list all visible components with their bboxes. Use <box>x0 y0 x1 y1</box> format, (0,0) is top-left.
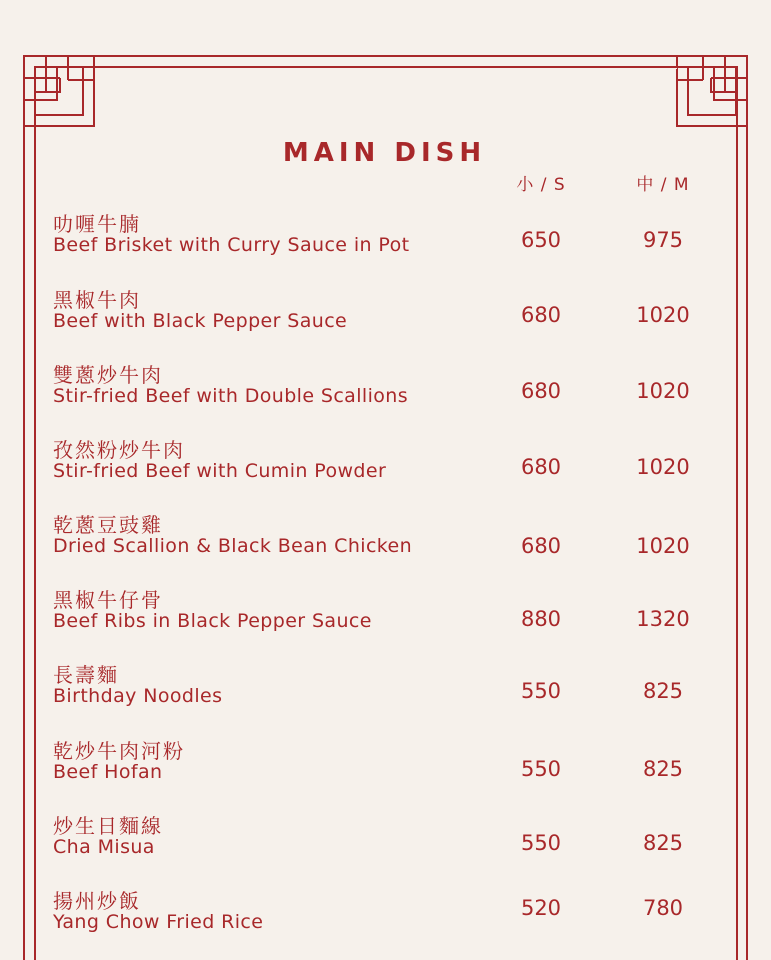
dish-name-chinese: 炒生日麵線 <box>53 814 163 838</box>
price-small: 680 <box>520 455 562 479</box>
menu-item <box>53 208 733 268</box>
dish-name-chinese: 乾蔥豆豉雞 <box>53 513 163 537</box>
dish-name-chinese: 黑椒牛仔骨 <box>53 588 163 612</box>
menu-item <box>53 885 733 945</box>
menu-item <box>53 584 733 644</box>
lattice-corner-top-left <box>24 56 94 126</box>
dish-name-chinese: 雙蔥炒牛肉 <box>53 363 163 387</box>
menu-item <box>53 735 733 795</box>
price-medium: 975 <box>642 228 684 252</box>
dish-name-chinese: 黑椒牛肉 <box>53 288 141 312</box>
price-medium: 1320 <box>636 607 690 631</box>
price-medium: 780 <box>642 896 684 920</box>
price-small: 650 <box>520 228 562 252</box>
column-header-small: 小 / S <box>516 175 566 195</box>
price-medium: 825 <box>642 831 684 855</box>
dish-name-chinese: 長壽麵 <box>53 663 119 687</box>
menu-item <box>53 284 733 344</box>
dish-name-english: Yang Chow Fried Rice <box>53 911 264 933</box>
menu-item <box>53 659 733 719</box>
lattice-corner-top-right <box>677 56 747 126</box>
price-small: 680 <box>520 303 562 327</box>
menu-item <box>53 509 733 569</box>
column-header-medium: 中 / M <box>636 175 690 195</box>
price-medium: 1020 <box>636 379 690 403</box>
dish-name-english: Cha Misua <box>53 836 155 858</box>
price-small: 550 <box>520 679 562 703</box>
menu-item <box>53 359 733 419</box>
dish-name-english: Beef Brisket with Curry Sauce in Pot <box>53 234 410 256</box>
dish-name-chinese: 孜然粉炒牛肉 <box>53 438 185 462</box>
price-small: 550 <box>520 757 562 781</box>
dish-name-english: Beef with Black Pepper Sauce <box>53 310 348 332</box>
menu-item <box>53 810 733 870</box>
price-medium: 1020 <box>636 455 690 479</box>
price-medium: 825 <box>642 757 684 781</box>
dish-name-english: Beef Hofan <box>53 761 163 783</box>
dish-name-english: Beef Ribs in Black Pepper Sauce <box>53 610 372 632</box>
dish-name-chinese: 揚州炒飯 <box>53 889 141 913</box>
dish-name-english: Stir-fried Beef with Cumin Powder <box>53 460 387 482</box>
price-small: 880 <box>520 607 562 631</box>
price-small: 680 <box>520 379 562 403</box>
price-medium: 825 <box>642 679 684 703</box>
dish-name-chinese: 乾炒牛肉河粉 <box>53 739 185 763</box>
dish-name-english: Stir-fried Beef with Double Scallions <box>53 385 409 407</box>
price-small: 680 <box>520 534 562 558</box>
price-small: 550 <box>520 831 562 855</box>
price-small: 520 <box>520 896 562 920</box>
price-medium: 1020 <box>636 303 690 327</box>
dish-name-english: Birthday Noodles <box>53 685 223 707</box>
menu-item <box>53 434 733 494</box>
menu-title: MAIN DISH <box>282 138 487 168</box>
dish-name-chinese: 叻喱牛腩 <box>53 212 141 236</box>
dish-name-english: Dried Scallion & Black Bean Chicken <box>53 535 413 557</box>
price-medium: 1020 <box>636 534 690 558</box>
